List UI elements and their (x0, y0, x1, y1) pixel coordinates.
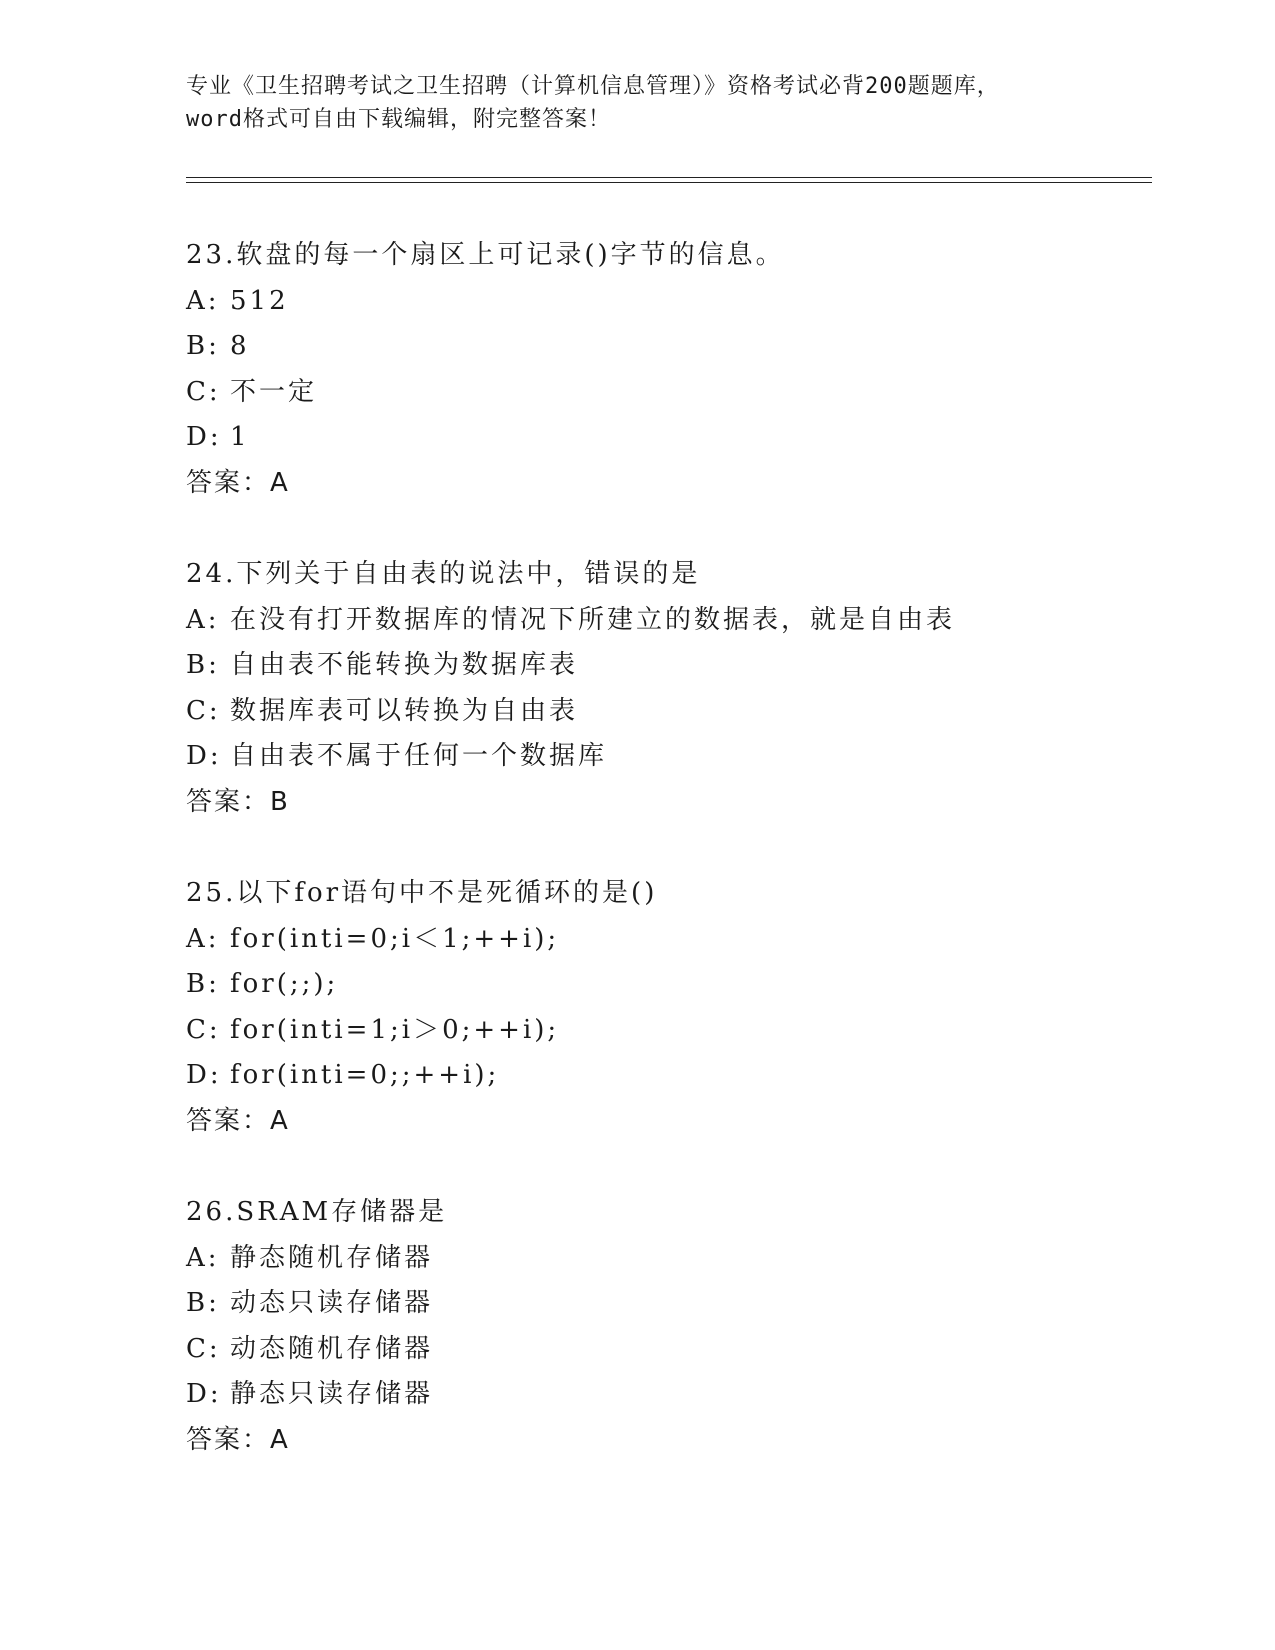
answer-line: 答案：A (186, 467, 290, 498)
option-text: 动态只读存储器 (230, 1288, 434, 1318)
option-a (186, 1236, 1166, 1282)
option-text: 8 (230, 331, 250, 361)
option-text: 1 (230, 422, 250, 452)
option-key: C: (186, 1333, 221, 1364)
question-stem: 26.SRAM存储器是 (186, 1197, 448, 1227)
option-b (186, 1281, 1166, 1327)
option-b (186, 643, 1166, 689)
option-text: 数据库表可以转换为自由表 (230, 695, 579, 726)
question-stem: 24.下列关于自由表的说法中，错误的是 (186, 559, 701, 589)
question-block (186, 233, 1166, 506)
question-block (186, 871, 1166, 1144)
question-stem: 23.软盘的每一个扇区上可记录()字节的信息。 (186, 240, 785, 270)
option-key: C: (186, 376, 221, 407)
option-text: for(inti=1;i＞0;++i); (230, 1014, 560, 1045)
option-d (186, 734, 1166, 780)
question-block (186, 1190, 1166, 1463)
option-key: A: (186, 604, 220, 635)
option-a (186, 279, 1166, 325)
option-key: D: (186, 1379, 222, 1409)
header-divider-top (186, 177, 1152, 178)
option-text: 在没有打开数据库的情况下所建立的数据表，就是自由表 (230, 604, 956, 635)
option-text: for(inti=0;i＜1;++i); (230, 923, 560, 954)
option-key: D: (186, 1060, 222, 1090)
option-b (186, 324, 1166, 370)
option-d (186, 1053, 1166, 1099)
option-key: A: (186, 285, 220, 316)
option-c (186, 1327, 1166, 1373)
option-key: A: (186, 923, 220, 954)
option-d (186, 1372, 1166, 1418)
option-key: C: (186, 1014, 221, 1045)
option-text: 512 (230, 285, 289, 316)
option-a (186, 598, 1166, 644)
option-key: B: (186, 331, 220, 361)
option-text: 静态只读存储器 (230, 1379, 434, 1409)
question-block (186, 552, 1166, 825)
option-text: 静态随机存储器 (230, 1242, 434, 1273)
answer-line: 答案：A (186, 1424, 290, 1455)
option-text: 不一定 (230, 376, 318, 407)
option-text: 自由表不属于任何一个数据库 (230, 741, 608, 771)
option-key: B: (186, 650, 220, 680)
option-c (186, 689, 1166, 735)
option-key: D: (186, 422, 222, 452)
option-b (186, 962, 1166, 1008)
option-text: 动态随机存储器 (230, 1333, 434, 1364)
option-text: for(inti=0;;++i); (230, 1060, 500, 1090)
option-key: C: (186, 695, 221, 726)
answer-line: 答案：A (186, 1105, 290, 1136)
option-key: A: (186, 1242, 220, 1273)
option-c (186, 1008, 1166, 1054)
header-divider-bottom (186, 182, 1152, 183)
header-title-line2: word格式可自由下载编辑，附完整答案！ (186, 107, 611, 132)
option-a (186, 917, 1166, 963)
option-key: B: (186, 969, 220, 999)
option-d (186, 415, 1166, 461)
option-c (186, 370, 1166, 416)
option-key: D: (186, 741, 222, 771)
header-title-line1: 专业《卫生招聘考试之卫生招聘（计算机信息管理）》资格考试必背200题题库， (186, 74, 1000, 99)
option-text: 自由表不能转换为数据库表 (230, 650, 579, 680)
option-text: for(;;); (230, 969, 339, 999)
question-stem: 25.以下for语句中不是死循环的是() (186, 878, 658, 908)
document-header (186, 70, 1086, 136)
option-key: B: (186, 1288, 220, 1318)
answer-line: 答案：B (186, 786, 290, 817)
